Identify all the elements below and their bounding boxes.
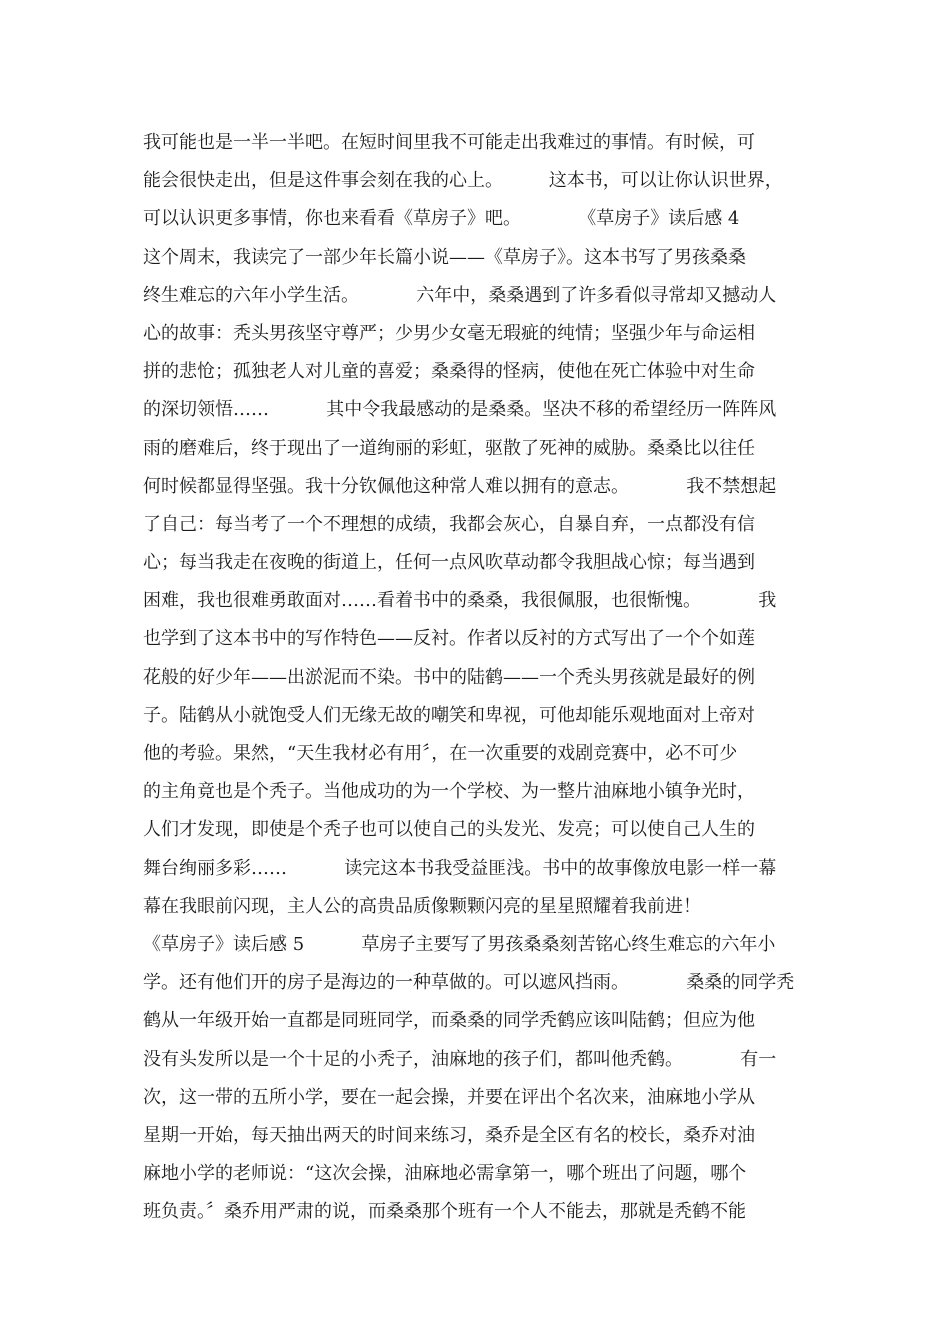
text-line: 拼的悲怆；孤独老人对儿童的喜爱；桑桑得的怪病，使他在死亡体验中对生命 — [143, 361, 755, 383]
text-line: 的深切领悟…… 其中令我最感动的是桑桑。坚决不移的希望经历一阵阵风 — [143, 399, 777, 421]
text-line: 雨的磨难后，终于现出了一道绚丽的彩虹，驱散了死神的威胁。桑桑比以往任 — [143, 437, 755, 459]
text-line: 的主角竟也是个秃子。当他成功的为一个学校、为一整片油麻地小镇争光时， — [143, 781, 755, 803]
text-line: 他的考验。果然，“天生我材必有用〞，在一次重要的戏剧竞赛中，必不可少 — [143, 743, 738, 764]
text-line: 幕在我眼前闪现，主人公的高贵品质像颗颗闪亮的星星照耀着我前进！ — [143, 895, 701, 917]
text-line: 人们才发现，即使是个秃子也可以使自己的头发光、发亮；可以使自己人生的 — [143, 819, 755, 841]
text-line: 何时候都显得坚强。我十分钦佩他这种常人难以拥有的意志。 我不禁想起 — [143, 475, 777, 497]
text-line: 终生难忘的六年小学生活。 六年中，桑桑遇到了许多看似寻常却又撼动人 — [143, 284, 777, 306]
text-line: 没有头发所以是一个十足的小秃子，油麻地的孩子们，都叫他秃鹤。 有一 — [143, 1048, 777, 1070]
text-line: 心的故事：秃头男孩坚守尊严；少男少女毫无瑕疵的纯情；坚强少年与命运相 — [143, 322, 755, 344]
text-line: 也学到了这本书中的写作特色——反衬。作者以反衬的方式写出了一个个如莲 — [143, 628, 755, 650]
text-line: 星期一开始，每天抽出两天的时间来练习，桑乔是全区有名的校长，桑乔对油 — [143, 1124, 755, 1146]
text-line: 花般的好少年——出淤泥而不染。书中的陆鹤——一个秃头男孩就是最好的例 — [143, 666, 755, 688]
text-line: 心；每当我走在夜晚的街道上，任何一点风吹草动都令我胆战心惊；每当遇到 — [143, 552, 755, 574]
text-line: 了自己：每当考了一个不理想的成绩，我都会灰心，自暴自弃，一点都没有信 — [143, 513, 755, 535]
text-line: 困难，我也很难勇敢面对……看着书中的桑桑，我很佩服，也很惭愧。 我 — [143, 590, 777, 612]
text-line: 班负责。〞桑乔用严肃的说，而桑桑那个班有一个人不能去，那就是秃鹤不能 — [143, 1201, 746, 1223]
text-line: 《草房子》读后感 5 草房子主要写了男孩桑桑刻苦铭心终生难忘的六年小 — [143, 933, 776, 955]
body-text — [143, 124, 823, 1231]
text-line: 这个周末，我读完了一部少年长篇小说——《草房子》。这本书写了男孩桑桑 — [143, 246, 746, 268]
text-line: 次，这一带的五所小学，要在一起会操，并要在评出个名次来，油麻地小学从 — [143, 1086, 755, 1108]
text-line: 学。还有他们开的房子是海边的一种草做的。可以遮风挡雨。 桑桑的同学秃 — [143, 972, 795, 994]
text-line: 舞台绚丽多彩…… 读完这本书我受益匪浅。书中的故事像放电影一样一幕 — [143, 857, 777, 879]
text-line: 可以认识更多事情，你也来看看《草房子》吧。 《草房子》读后感 4 — [143, 208, 740, 230]
text-line: 麻地小学的老师说：“这次会操，油麻地必需拿第一，哪个班出了问题，哪个 — [143, 1163, 747, 1185]
text-line: 能会很快走出，但是这件事会刻在我的心上。 这本书，可以让你认识世界， — [143, 170, 783, 192]
text-line: 子。陆鹤从小就饱受人们无缘无故的嘲笑和卑视，可他却能乐观地面对上帝对 — [143, 704, 755, 726]
text-line: 我可能也是一半一半吧。在短时间里我不可能走出我难过的事情。有时候，可 — [143, 132, 755, 153]
text-line: 鹤从一年级开始一直都是同班同学，而桑桑的同学秃鹤应该叫陆鹤；但应为他 — [143, 1010, 755, 1032]
